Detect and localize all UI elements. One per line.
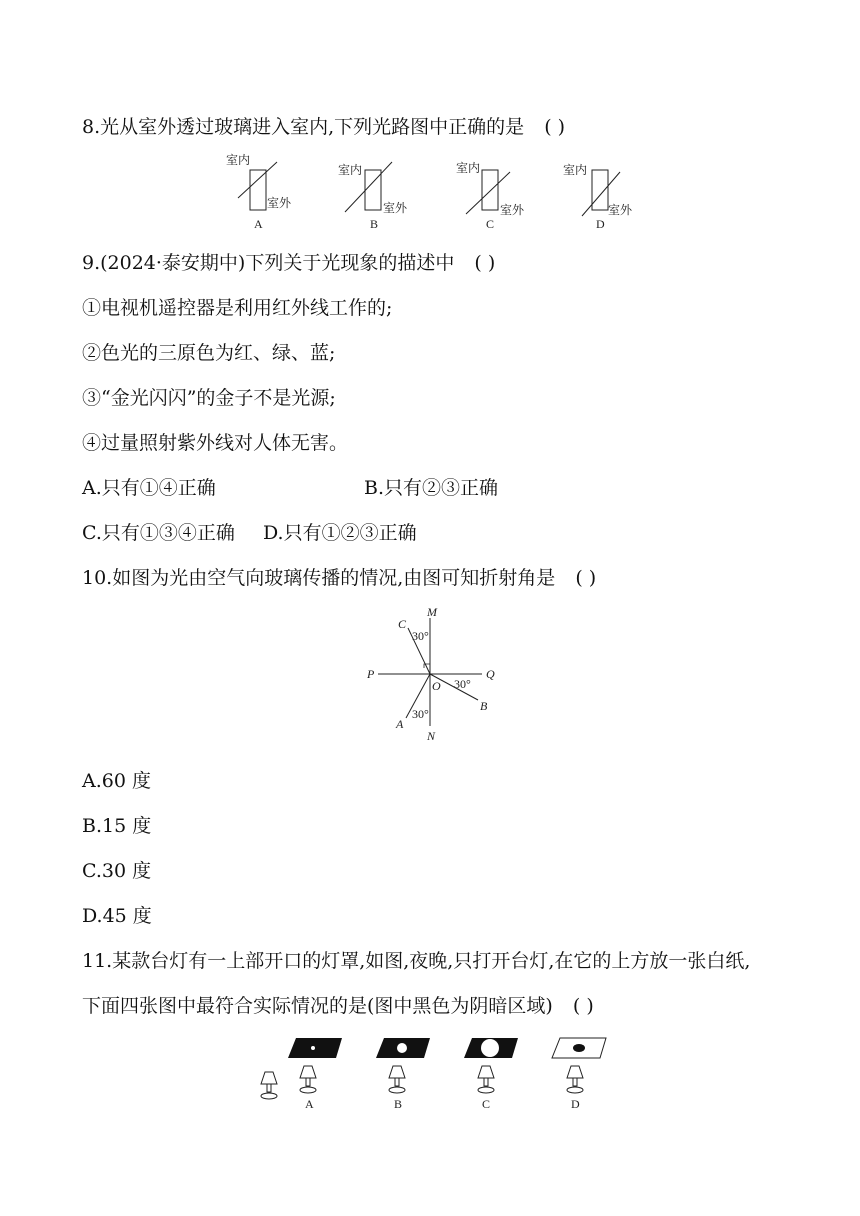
q11-option-a-label: A [305,1097,314,1111]
q10-label-q: Q [486,667,495,681]
q10-label-b: B [480,699,488,713]
q8-d-outdoor-label: 室外 [608,203,633,217]
lamp-b [389,1066,405,1093]
q8-figure [220,150,650,232]
lamp-a [300,1066,316,1093]
q8-d-indoor-label: 室内 [563,163,588,177]
q8-a-ray [238,162,277,198]
q10-angle-label-top: 30° [412,629,429,643]
q8-stem-line [82,115,565,139]
q10-option-c: C.30 度 [82,860,152,882]
q8-option-c-label: C [486,217,495,231]
paper-c-light-spot [481,1039,499,1057]
q11-figure [250,1034,620,1114]
q8-option-a-label: A [254,217,263,231]
q9-stem-line [82,251,495,275]
q10-label-c: C [398,617,407,631]
q9-statement-1: ①电视机遥控器是利用红外线工作的; [82,297,393,319]
q8-b-indoor-label: 室内 [338,163,363,177]
q10-angle-label-right: 30° [454,677,471,691]
q8-c-glass [482,170,498,210]
q9-option-b: B.只有②③正确 [364,477,499,499]
q10-stem: 10.如图为光由空气向玻璃传播的情况,由图可知折射角是 [82,567,556,589]
q8-d-glass [592,170,608,210]
q10-label-o: O [432,679,441,693]
q8-answer-blank: ( ) [544,116,566,138]
q8-c-indoor-label: 室内 [456,161,481,175]
q9-statement-3: ③“金光闪闪”的金子不是光源; [82,387,336,409]
q8-option-b-label: B [370,217,379,231]
lamp-c [478,1066,494,1093]
q9-statement-2: ②色光的三原色为红、绿、蓝; [82,342,336,364]
q9-stem: 9.(2024·泰安期中)下列关于光现象的描述中 [82,252,455,274]
paper-d-dark-spot [573,1044,585,1052]
q11-stem-2: 下面四张图中最符合实际情况的是(图中黑色为阴暗区域) [82,995,553,1017]
q11-stem-line-1: 11.某款台灯有一上部开口的灯罩,如图,夜晚,只打开台灯,在它的上方放一张白纸, [82,950,751,972]
q10-stem-line [82,566,596,590]
q9-option-d: D.只有①②③正确 [263,522,417,544]
q10-label-n: N [427,729,436,743]
lamp-d [567,1066,583,1093]
q11-stem-line-2 [82,994,594,1018]
q10-label-p: P [367,667,375,681]
q10-figure [360,602,510,747]
lamp-reference [261,1072,277,1099]
q8-c-outdoor-label: 室外 [500,203,525,217]
q9-statement-4: ④过量照射紫外线对人体无害。 [82,432,349,454]
q8-a-glass [250,170,266,210]
q8-a-indoor-label: 室内 [226,153,251,167]
q10-label-m: M [427,605,437,619]
q8-b-outdoor-label: 室外 [383,201,408,215]
paper-b-light-spot [397,1043,407,1053]
q10-answer-blank: ( ) [575,567,597,589]
q10-angle-label-bottom: 30° [412,707,429,721]
paper-a-light-spot [311,1046,315,1050]
q9-option-a: A.只有①④正确 [82,477,216,499]
q9-option-c: C.只有①③④正确 [82,522,235,544]
q11-option-d-label: D [571,1097,580,1111]
q10-option-a: A.60 度 [82,770,151,792]
q8-a-outdoor-label: 室外 [267,196,292,210]
q10-option-b: B.15 度 [82,815,152,837]
q8-stem: 8.光从室外透过玻璃进入室内,下列光路图中正确的是 [82,116,525,138]
q9-answer-blank: ( ) [474,252,496,274]
q11-answer-blank: ( ) [572,995,594,1017]
q8-option-d-label: D [596,217,605,231]
q11-option-c-label: C [482,1097,491,1111]
q10-label-a: A [396,717,404,731]
q11-option-b-label: B [394,1097,403,1111]
q10-option-d: D.45 度 [82,905,152,927]
